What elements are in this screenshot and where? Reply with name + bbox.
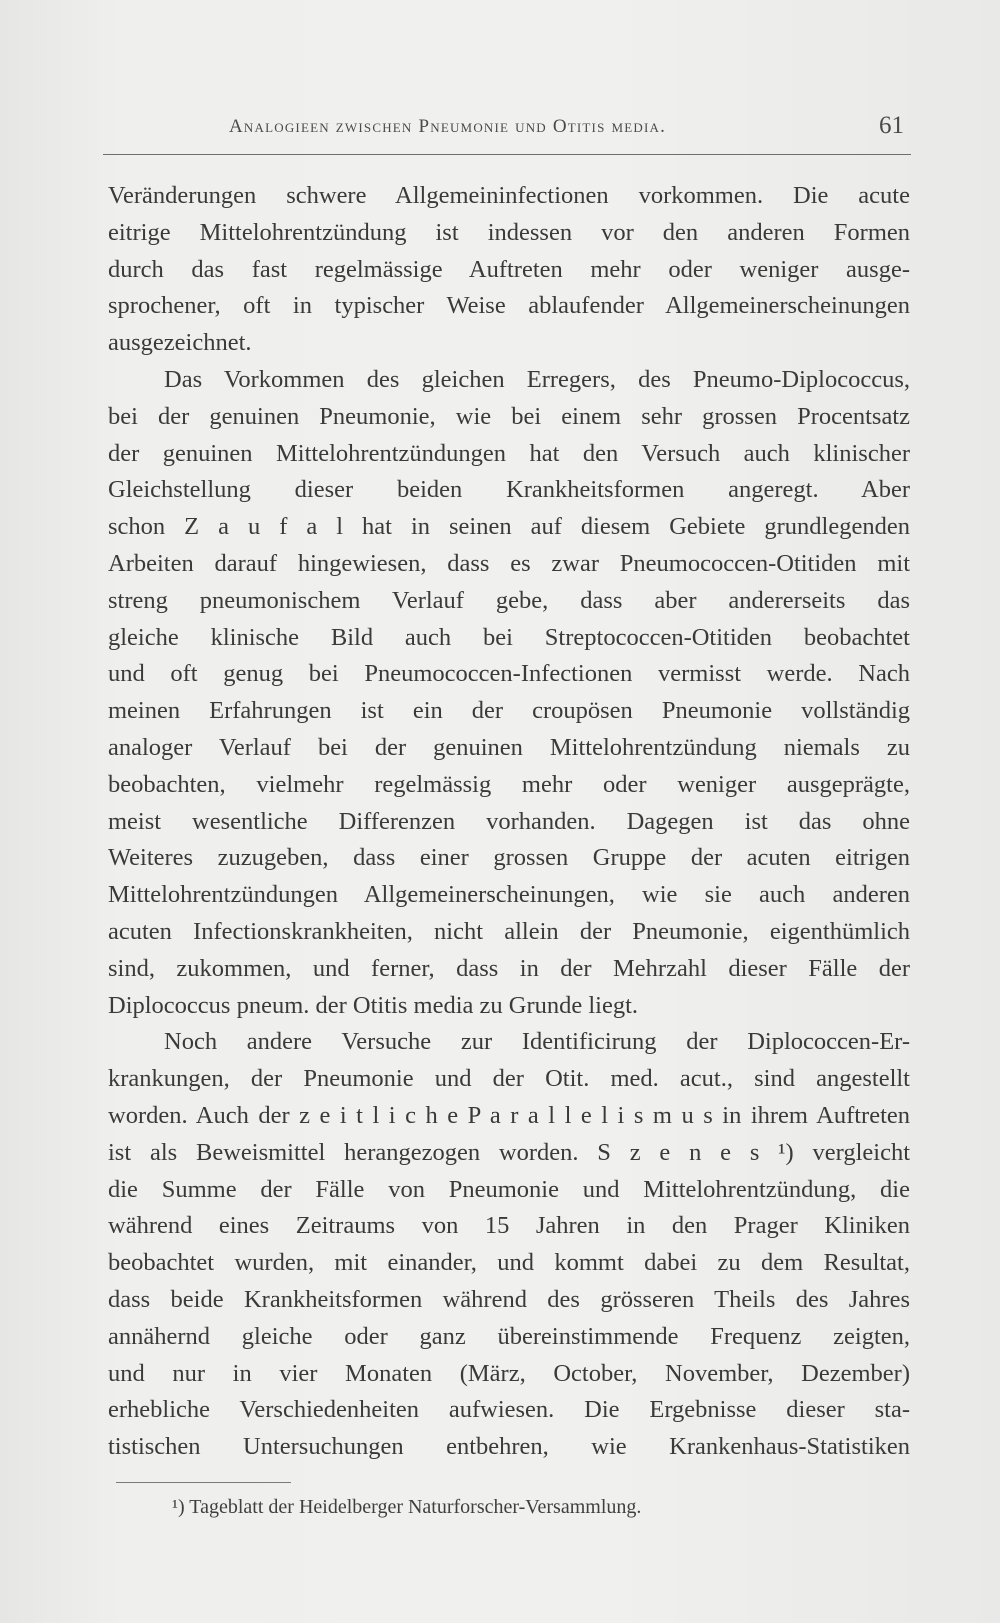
- text-line: Arbeiten darauf hingewiesen, dass es zwar Pneumococcen-Otitiden mit: [108, 549, 910, 577]
- text-line: krankungen, der Pneumonie und der Otit. med. acut., sind angestellt: [108, 1065, 910, 1093]
- text-line: dass beide Krankheitsformen während des grösseren Theils des Jahres: [108, 1285, 910, 1313]
- text-line: Mittelohrentzündungen Allgemeinerscheinungen, wie sie auch anderen: [108, 881, 910, 909]
- text-line: meinen Erfahrungen ist ein der croupösen Pneumonie vollständig: [108, 697, 910, 725]
- header-rule: [103, 154, 911, 155]
- text-line: ist als Beweismittel herangezogen worden. S z e n e s ¹) vergleicht: [108, 1138, 910, 1166]
- text-line: und nur in vier Monaten (März, October, November, Dezember): [108, 1359, 910, 1387]
- text-line: acuten Infectionskrankheiten, nicht allein der Pneumonie, eigenthümlich: [108, 917, 910, 945]
- text-line: tistischen Untersuchungen entbehren, wie Krankenhaus-Statistiken: [108, 1433, 910, 1461]
- text-line: Gleichstellung dieser beiden Krankheitsformen angeregt. Aber: [108, 476, 910, 504]
- text-line: streng pneumonischem Verlauf gebe, dass aber andererseits das: [108, 586, 910, 614]
- text-line: gleiche klinische Bild auch bei Streptococcen-Otitiden beobachtet: [108, 623, 910, 651]
- text-line: meist wesentliche Differenzen vorhanden. Dagegen ist das ohne: [108, 807, 910, 835]
- text-line: ausgezeichnet.: [108, 329, 252, 357]
- text-line: analoger Verlauf bei der genuinen Mittelohrentzündung niemals zu: [108, 733, 910, 761]
- text-line: sind, zukommen, und ferner, dass in der Mehrzahl dieser Fälle der: [108, 954, 910, 982]
- text-line: worden. Auch der z e i t l i c h e P a r a l l e l i s m u s in ihrem Auftreten: [108, 1101, 910, 1129]
- text-line: bei der genuinen Pneumonie, wie bei einem sehr grossen Procentsatz: [108, 402, 910, 430]
- text-line: die Summe der Fälle von Pneumonie und Mittelohrentzündung, die: [108, 1175, 910, 1203]
- running-title: Analogieen zwischen Pneumonie und Otitis media.: [229, 116, 667, 137]
- footnote-rule: [116, 1482, 291, 1483]
- text-line: Weiteres zuzugeben, dass einer grossen Gruppe der acuten eitrigen: [108, 844, 910, 872]
- text-line: Veränderungen schwere Allgemeininfectionen vorkommen. Die acute: [108, 182, 910, 209]
- text-line: eitrige Mittelohrentzündung ist indessen vor den anderen Formen: [108, 218, 910, 246]
- text-line: Das Vorkommen des gleichen Erregers, des Pneumo-Diplococcus,: [164, 365, 910, 393]
- text-line: der genuinen Mittelohrentzündungen hat den Versuch auch klinischer: [108, 439, 910, 467]
- text-line: Noch andere Versuche zur Identificirung der Diplococcen-Er-: [164, 1028, 910, 1056]
- text-line: durch das fast regelmässige Auftreten mehr oder weniger ausge-: [108, 255, 910, 283]
- text-line: schon Z a u f a l hat in seinen auf diesem Gebiete grundlegenden: [108, 513, 910, 541]
- text-line: beobachtet wurden, mit einander, und kommt dabei zu dem Resultat,: [108, 1249, 910, 1277]
- text-line: während eines Zeitraums von 15 Jahren in den Prager Kliniken: [108, 1212, 910, 1240]
- text-line: und oft genug bei Pneumococcen-Infectionen vermisst werde. Nach: [108, 660, 910, 688]
- text-line: sprochener, oft in typischer Weise ablaufender Allgemeinerscheinungen: [108, 292, 910, 320]
- page-number: 61: [879, 112, 904, 139]
- body-text: [108, 178, 910, 1466]
- text-line: annähernd gleiche oder ganz übereinstimmende Frequenz zeigten,: [108, 1322, 910, 1350]
- running-head: [103, 108, 908, 144]
- text-line: erhebliche Verschiedenheiten aufwiesen. Die Ergebnisse dieser sta-: [108, 1396, 910, 1424]
- text-line: Diplococcus pneum. der Otitis media zu Grunde liegt.: [108, 991, 639, 1019]
- text-line: beobachten, vielmehr regelmässig mehr oder weniger ausgeprägte,: [108, 770, 910, 798]
- footnote: ¹) Tageblatt der Heidelberger Naturforscher-Versammlung.: [172, 1496, 642, 1518]
